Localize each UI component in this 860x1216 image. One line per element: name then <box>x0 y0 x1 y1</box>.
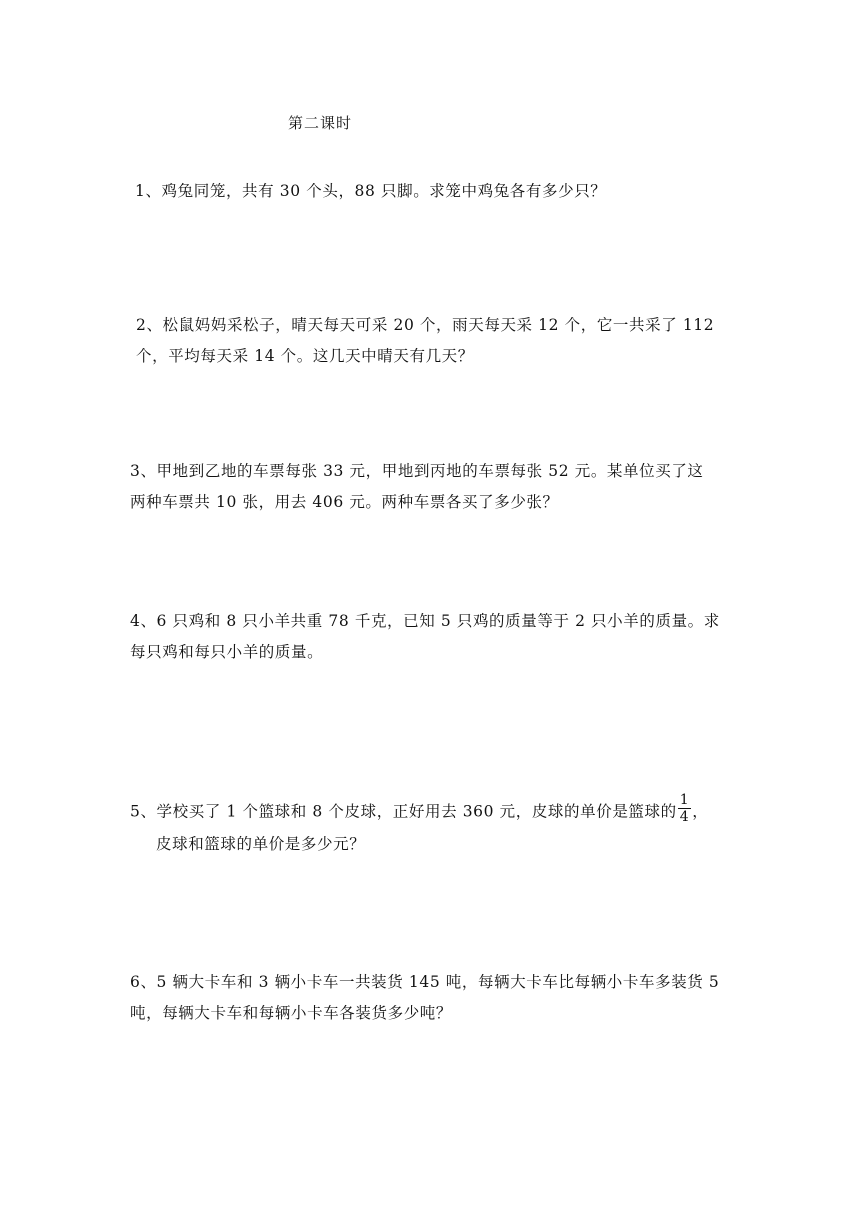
question-3-line-1: 3、甲地到乙地的车票每张 33 元，甲地到丙地的车票每张 52 元。某单位买了这 <box>130 462 704 480</box>
question-3-line-2: 两种车票共 10 张，用去 406 元。两种车票各买了多少张？ <box>130 493 559 511</box>
fraction-denominator: 4 <box>679 809 690 825</box>
question-6-line-1: 6、5 辆大卡车和 3 辆小卡车一共装货 145 吨，每辆大卡车比每辆小卡车多装货 5 <box>130 973 720 991</box>
question-3 <box>130 456 735 518</box>
question-6 <box>130 967 735 1029</box>
question-4 <box>130 606 735 668</box>
question-4-line-1: 4、6 只鸡和 8 只小羊共重 78 千克，已知 5 只鸡的质量等于 2 只小羊的质量。求 <box>130 612 720 630</box>
question-6-line-2: 吨，每辆大卡车和每辆小卡车各装货多少吨？ <box>130 1004 453 1022</box>
question-1-line-1: 1、鸡兔同笼，共有 30 个头，88 只脚。求笼中鸡兔各有多少只？ <box>135 182 607 200</box>
question-4-line-2: 每只鸡和每只小羊的质量。 <box>130 643 324 661</box>
question-5-text-before: 5、学校买了 1 个篮球和 8 个皮球，正好用去 360 元，皮球的单价是篮球的 <box>130 802 677 821</box>
question-2-line-1: 2、松鼠妈妈采松子，晴天每天可采 20 个，雨天每天采 12 个，它一共采了 112 <box>136 316 715 334</box>
question-2-line-2: 个，平均每天采 14 个。这几天中晴天有几天？ <box>136 347 474 365</box>
question-5 <box>130 792 735 860</box>
fraction-numerator: 1 <box>679 792 690 808</box>
question-1 <box>135 176 740 207</box>
fraction-one-quarter <box>678 792 692 825</box>
page-title: 第二课时 <box>288 114 353 132</box>
question-5-text-after: ， <box>692 802 709 821</box>
question-5-line-2: 皮球和篮球的单价是多少元？ <box>156 835 366 853</box>
question-5-line-1 <box>130 792 735 829</box>
question-2 <box>136 310 741 372</box>
